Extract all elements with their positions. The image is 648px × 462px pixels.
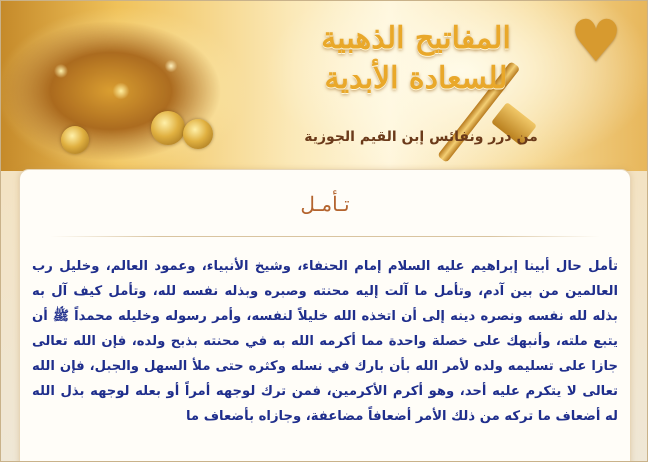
gold-coin-icon	[151, 111, 185, 145]
article-heading: تـأمـل	[300, 192, 350, 216]
article-panel	[19, 169, 631, 462]
article-paragraph: تأمل حال أبينا إبراهيم عليه السلام إمام الحنفاء، وشيخ الأنبياء، وعمود العالم، وخليل رب العالمين من بين آدم، وتأمل ما آلت إليه محنته وصبره وبذله نفسه لله، وتأمل كيف آل به بذله لله نفسه ونصره دينه إلى أن اتخذه الله خليلاً لنفسه، وأمر رسوله وخليله محمداً ﷺ أن يتبع ملته، وأنبهك على خصلة واحدة مما أكرمه الله به في محنته بذبح ولده، فإن الله تعالى جازا على تسليمه ولده لأمر الله بأن بارك في نسله وكثره حتى ملأ السهل والجبل، فإن الله تعالى لا يتكرم عليه أحد، وهو أكرم الأكرمين، فمن ترك لوجهه أمراً أو بعله لوجهه بذل الله له أضعاف ما تركه من ذلك الأمر أضعافاً مضاعفة، وجازاه بأضعاف ما	[32, 259, 618, 424]
key-heart-icon: ♥	[570, 7, 622, 75]
gold-coin-icon	[183, 119, 213, 149]
gold-coin-icon	[61, 126, 89, 154]
header-banner	[1, 1, 648, 171]
site-subtitle: من درر ونفائس إبن القيم الجوزية	[304, 129, 538, 145]
site-title: المفاتيح الذهبية للسعادة الأبدية	[321, 21, 511, 96]
article-body	[32, 254, 618, 462]
heading-divider	[50, 236, 600, 237]
